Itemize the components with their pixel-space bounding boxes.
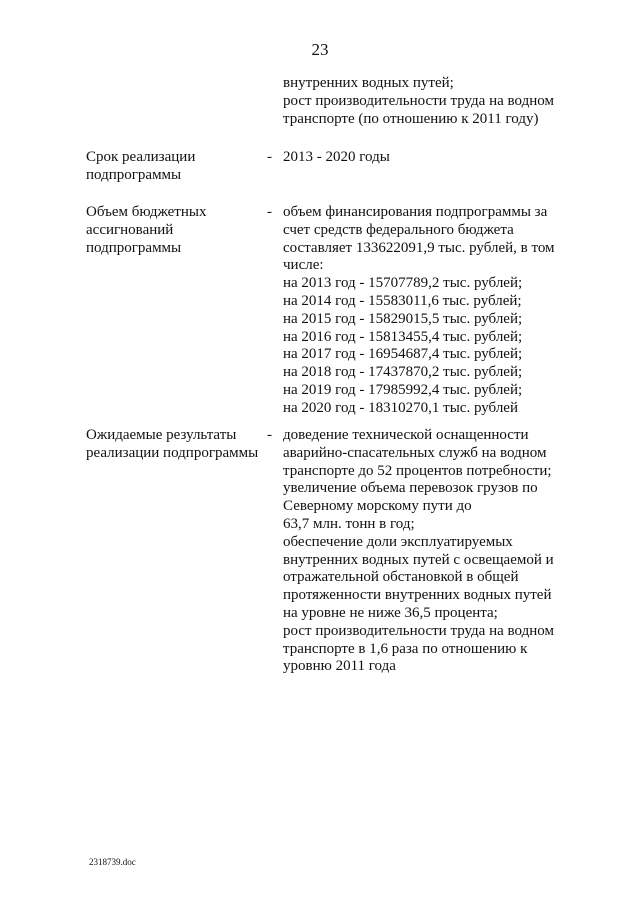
label-line: Ожидаемые результаты <box>86 427 237 443</box>
value-line: обеспечение доли эксплуатируемых <box>283 533 513 550</box>
value-line: объем финансирования подпрограммы за <box>283 204 548 220</box>
value-line: на 2020 год - 18310270,1 тыс. рублей <box>283 399 518 416</box>
value-line: на 2016 год - 15813455,4 тыс. рублей; <box>283 328 523 345</box>
row-dash: - <box>267 427 272 443</box>
row-label-budget <box>86 204 206 257</box>
value-line: на 2013 год - 15707789,2 тыс. рублей; <box>283 275 523 292</box>
row-label-results <box>86 427 258 463</box>
value-line: 2013 - 2020 годы <box>283 149 390 165</box>
value-line: рост производительности труда на водном <box>283 622 554 639</box>
value-line: на 2018 год - 17437870,2 тыс. рублей; <box>283 364 523 381</box>
row-value-term <box>283 149 390 167</box>
continuation-text <box>283 75 554 128</box>
label-line: Срок реализации <box>86 149 196 165</box>
value-line: числе: <box>283 257 324 274</box>
label-line: подпрограммы <box>86 166 182 183</box>
value-line: на 2019 год - 17985992,4 тыс. рублей; <box>283 381 523 398</box>
value-line: транспорте в 1,6 раза по отношению к <box>283 640 528 657</box>
footer-filename: 2318739.doc <box>89 857 136 867</box>
value-line: уровню 2011 года <box>283 658 396 675</box>
row-dash: - <box>267 204 272 220</box>
value-line: на 2017 год - 16954687,4 тыс. рублей; <box>283 346 523 363</box>
value-line: внутренних водных путей с освещаемой и <box>283 551 554 568</box>
value-line: увеличение объема перевозок грузов по <box>283 480 538 497</box>
value-line: на 2014 год - 15583011,6 тыс. рублей; <box>283 292 522 309</box>
value-line: 63,7 млн. тонн в год; <box>283 515 415 532</box>
row-value-budget <box>283 204 555 418</box>
value-line: Северному морскому пути до <box>283 498 472 515</box>
value-line: на уровне не ниже 36,5 процента; <box>283 604 498 621</box>
value-line: отражательной обстановкой в общей <box>283 569 519 586</box>
label-line: Объем бюджетных <box>86 204 207 220</box>
value-line: на 2015 год - 15829015,5 тыс. рублей; <box>283 310 523 327</box>
value-line: доведение технической оснащенности <box>283 427 529 443</box>
value-line: аварийно-спасательных служб на водном <box>283 444 547 461</box>
row-label-term <box>86 149 195 185</box>
value-line: составляет 133622091,9 тыс. рублей, в том <box>283 239 555 256</box>
label-line: ассигнований <box>86 221 174 238</box>
value-line: счет средств федерального бюджета <box>283 221 514 238</box>
row-dash: - <box>267 149 272 165</box>
text-line: внутренних водных путей; <box>283 75 454 91</box>
label-line: реализации подпрограммы <box>86 444 259 461</box>
label-line: подпрограммы <box>86 239 182 256</box>
text-line: рост производительности труда на водном <box>283 92 554 109</box>
value-line: транспорте до 52 процентов потребности; <box>283 462 552 479</box>
page-number: 23 <box>311 40 329 59</box>
text-line: транспорте (по отношению к 2011 году) <box>283 110 539 127</box>
value-line: протяженности внутренних водных путей <box>283 587 552 604</box>
row-value-results <box>283 427 554 676</box>
